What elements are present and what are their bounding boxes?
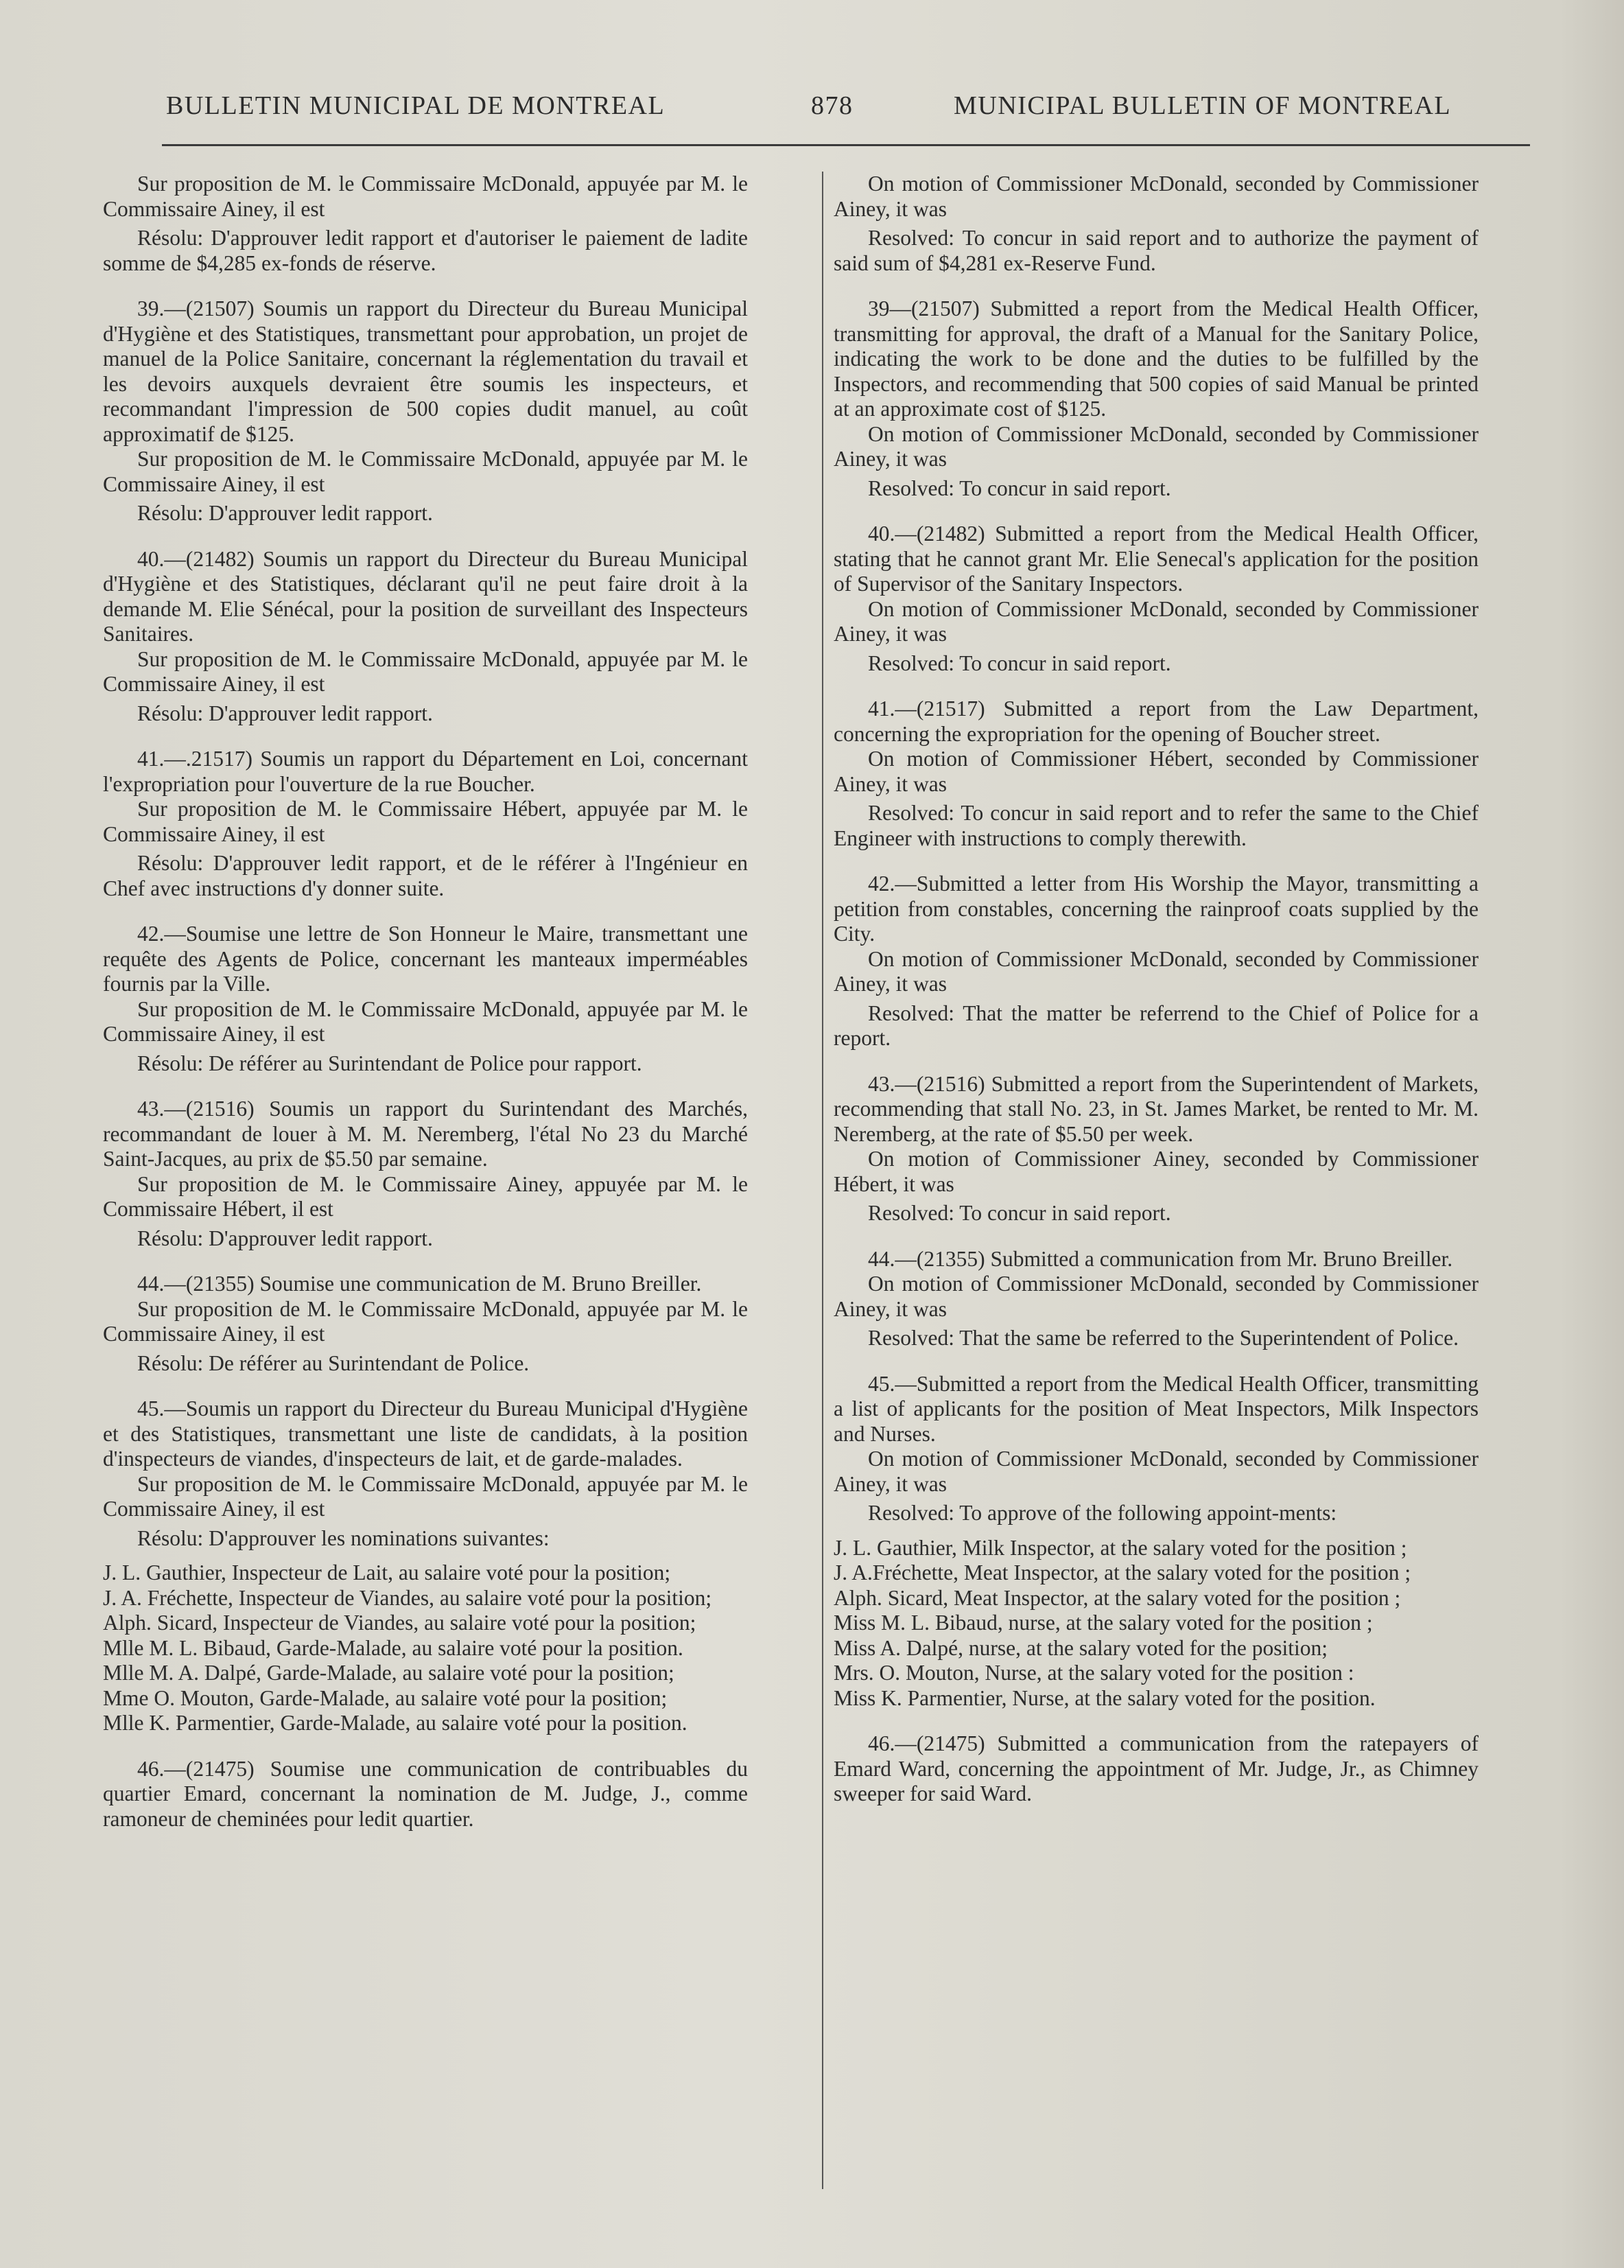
column-divider <box>822 172 823 2189</box>
paragraph: Sur proposition de M. le Commissaire McDonald, appuyée par M. le Commissaire Ainey, il est <box>103 172 748 221</box>
list-spacer <box>103 1551 748 1560</box>
paragraph: 41.—(21517) Submitted a report from the Law Department, concerning the expropriation for the opening of Boucher street. <box>834 697 1479 746</box>
paragraph-spacer <box>103 526 748 547</box>
paragraph: Sur proposition de M. le Commissaire Hébert, appuyée par M. le Commissaire Ainey, il est <box>103 797 748 846</box>
paragraph-spacer <box>834 1226 1479 1247</box>
paragraph-spacer <box>834 501 1479 522</box>
resolution-text: Resolved: To approve of the following appoint-ments: <box>868 1501 1337 1525</box>
english-column <box>834 172 1479 2196</box>
nomination-item: Mrs. O. Mouton, Nurse, at the salary voted for the position : <box>834 1661 1354 1685</box>
paragraph-spacer <box>103 1376 748 1396</box>
paragraph-spacer <box>103 1251 748 1272</box>
nomination-item: Alph. Sicard, Inspecteur de Viandes, au salaire voté pour la position; <box>103 1611 696 1635</box>
paragraph: On motion of Commissioner McDonald, seconded by Commissioner Ainey, it was <box>834 421 1479 471</box>
paragraph: Sur proposition de M. le Commissaire Ainey, appuyée par M. le Commissaire Hébert, il est <box>103 1171 748 1221</box>
nomination-item: Miss K. Parmentier, Nurse, at the salary voted for the position. <box>834 1685 1376 1710</box>
paragraph: 44.—(21355) Submitted a communication from Mr. Bruno Breiller. <box>868 1246 1453 1271</box>
resolution-text: Resolved: To concur in said report and to refer the same to the Chief Engineer with instructions to comply therewith. <box>834 801 1479 850</box>
nomination-item: J. A.Fréchette, Meat Inspector, at the salary voted for the position ; <box>834 1560 1411 1585</box>
paragraph: On motion of Commissioner Hébert, seconded by Commissioner Ainey, it was <box>834 747 1479 796</box>
paragraph: 41.—.21517) Soumis un rapport du Département en Loi, concernant l'expropriation pour l'ouverture de la rue Boucher. <box>103 747 748 796</box>
paragraph-spacer <box>103 1076 748 1097</box>
paragraph: On motion of Commissioner Ainey, seconded by Commissioner Hébert, it was <box>834 1147 1479 1196</box>
paragraph: 40.—(21482) Soumis un rapport du Directeur du Bureau Municipal d'Hygiène et des Statistiques, déclarant qu'il ne peut faire droit à la demande M. Elie Sénécal, pour la position de surveillant des Inspecteurs Sanitaires. <box>103 546 748 646</box>
resolution-text: Résolu: D'approuver ledit rapport. <box>137 1226 433 1250</box>
resolution-text: Résolu: D'approuver ledit rapport et d'autoriser le paiement de ladite somme de $4,285 ex-fonds de réserve. <box>103 226 748 275</box>
paragraph: Sur proposition de M. le Commissaire McDonald, appuyée par M. le Commissaire Ainey, il est <box>103 1296 748 1346</box>
paragraph-spacer <box>103 276 748 296</box>
french-column <box>103 172 748 2196</box>
paragraph: 43.—(21516) Soumis un rapport du Surintendant des Marchés, recommandant de louer à M. M. Neremberg, l'étal No 23 du Marché Saint-Jacques, au prix de $5.50 par semaine. <box>103 1097 748 1171</box>
resolution-text: Résolu: D'approuver ledit rapport, et de le référer à l'Ingénieur en Chef avec instructions d'y donner suite. <box>103 851 748 900</box>
header-english-title: MUNICIPAL BULLETIN OF MONTREAL <box>954 91 1452 120</box>
nomination-item: J. A. Fréchette, Inspecteur de Viandes, au salaire voté pour la position; <box>103 1585 712 1610</box>
resolution-text: Résolu: D'approuver les nominations suivantes: <box>137 1525 550 1550</box>
paragraph: Sur proposition de M. le Commissaire McDonald, appuyée par M. le Commissaire Ainey, il est <box>103 447 748 496</box>
paragraph-spacer <box>834 1051 1479 1072</box>
paragraph: 42.—Submitted a letter from His Worship the Mayor, transmitting a petition from constables, concerning the rainproof coats supplied by the City. <box>834 872 1479 946</box>
nomination-item: Mlle K. Parmentier, Garde-Malade, au salaire voté pour la position. <box>103 1711 687 1735</box>
nomination-item: Miss A. Dalpé, nurse, at the salary voted for the position; <box>834 1635 1328 1660</box>
nomination-item: Mlle M. L. Bibaud, Garde-Malade, au salaire voté pour la position. <box>103 1635 683 1660</box>
list-spacer <box>834 1526 1479 1536</box>
nomination-item: Mlle M. A. Dalpé, Garde-Malade, au salaire voté pour la position; <box>103 1661 674 1685</box>
paragraph: 40.—(21482) Submitted a report from the Medical Health Officer, stating that he cannot grant Mr. Elie Senecal's application for the position of Supervisor of the Sanitary Inspectors. <box>834 522 1479 596</box>
resolution-text: Resolved: To concur in said report. <box>868 651 1171 675</box>
paragraph: On motion of Commissioner McDonald, seconded by Commissioner Ainey, it was <box>834 1272 1479 1321</box>
resolution-text: Resolved: That the matter be referrend to the Chief of Police for a report. <box>834 1001 1479 1050</box>
resolution-text: Résolu: D'approuver ledit rapport. <box>137 501 433 525</box>
running-header <box>0 91 1624 132</box>
resolution-text: Resolved: To concur in said report and to authorize the payment of said sum of $4,281 ex-Reserve Fund. <box>834 226 1479 275</box>
paragraph-spacer <box>834 851 1479 872</box>
paragraph-spacer <box>103 726 748 747</box>
paragraph: 39—(21507) Submitted a report from the Medical Health Officer, transmitting for approval, the draft of a Manual for the Sanitary Police, indicating the work to be done and the duties to be fulfilled by the Inspectors, and recommending that 500 copies of said Manual be printed at an approximate cost of $125. <box>834 296 1479 421</box>
paragraph: 46.—(21475) Submitted a communication from the ratepayers of Emard Ward, concerning the appointment of Mr. Judge, Jr., as Chimney sweeper for said Ward. <box>834 1731 1479 1805</box>
resolution-text: Resolved: That the same be referred to the Superintendent of Police. <box>868 1326 1459 1350</box>
paragraph: 39.—(21507) Soumis un rapport du Directeur du Bureau Municipal d'Hygiène et des Statistiques, transmettant pour approbation, un projet de manuel de la Police Sanitaire, concernant la réglementation du travail et les devoirs auxquels devraient être soumis les inspecteurs, et recommandant l'impression de 500 copies dudit manuel, au coût approximatif de $125. <box>103 296 748 446</box>
header-french-title: BULLETIN MUNICIPAL DE MONTREAL <box>166 91 666 120</box>
nomination-item: Alph. Sicard, Meat Inspector, at the salary voted for the position ; <box>834 1585 1401 1610</box>
paragraph: On motion of Commissioner McDonald, seconded by Commissioner Ainey, it was <box>834 596 1479 646</box>
paragraph-spacer <box>834 1711 1479 1731</box>
resolution-text: Résolu: D'approuver ledit rapport. <box>137 701 433 725</box>
paragraph: On motion of Commissioner McDonald, seconded by Commissioner Ainey, it was <box>834 946 1479 996</box>
paragraph: Sur proposition de M. le Commissaire McDonald, appuyée par M. le Commissaire Ainey, il est <box>103 996 748 1046</box>
paragraph-spacer <box>103 1736 748 1757</box>
paragraph: 44.—(21355) Soumise une communication de M. Bruno Breiller. <box>137 1272 702 1296</box>
nomination-item: J. L. Gauthier, Milk Inspector, at the salary voted for the position ; <box>834 1535 1407 1560</box>
resolution-text: Résolu: De référer au Surintendant de Police. <box>137 1351 530 1375</box>
page-number: 878 <box>811 91 854 120</box>
paragraph: On motion of Commissioner McDonald, seconded by Commissioner Ainey, it was <box>834 1447 1479 1496</box>
paragraph: 42.—Soumise une lettre de Son Honneur le Maire, transmettant une requête des Agents de Police, concernant les manteaux imperméables fournis par la Ville. <box>103 922 748 996</box>
paragraph: 46.—(21475) Soumise une communication de contribuables du quartier Emard, concernant la nomination de M. Judge, J., comme ramoneur de cheminées pour ledit quartier. <box>103 1756 748 1831</box>
nomination-item: J. L. Gauthier, Inspecteur de Lait, au salaire voté pour la position; <box>103 1560 671 1585</box>
paragraph: Sur proposition de M. le Commissaire McDonald, appuyée par M. le Commissaire Ainey, il est <box>103 646 748 696</box>
paragraph-spacer <box>834 676 1479 697</box>
paragraph: 45.—Soumis un rapport du Directeur du Bureau Municipal d'Hygiène et des Statistiques, transmettant une liste de candidats, à la position d'inspecteurs de viandes, d'inspecteurs de lait, et de garde-malades. <box>103 1396 748 1471</box>
paragraph-spacer <box>103 901 748 922</box>
paragraph: On motion of Commissioner McDonald, seconded by Commissioner Ainey, it was <box>834 172 1479 221</box>
paragraph: 43.—(21516) Submitted a report from the Superintendent of Markets, recommending that stall No. 23, in St. James Market, be rented to Mr. M. Neremberg, at the rate of $5.50 per week. <box>834 1071 1479 1146</box>
paragraph: 45.—Submitted a report from the Medical Health Officer, transmitting a list of applicants for the position of Meat Inspectors, Milk Inspectors and Nurses. <box>834 1371 1479 1446</box>
paragraph-spacer <box>834 276 1479 296</box>
resolution-text: Resolved: To concur in said report. <box>868 476 1171 500</box>
resolution-text: Résolu: De référer au Surintendant de Police pour rapport. <box>137 1051 642 1075</box>
nomination-item: Miss M. L. Bibaud, nurse, at the salary voted for the position ; <box>834 1611 1373 1635</box>
header-rule <box>162 144 1530 146</box>
resolution-text: Resolved: To concur in said report. <box>868 1201 1171 1225</box>
paragraph-spacer <box>834 1351 1479 1372</box>
nomination-item: Mme O. Mouton, Garde-Malade, au salaire voté pour la position; <box>103 1685 668 1710</box>
paragraph: Sur proposition de M. le Commissaire McDonald, appuyée par M. le Commissaire Ainey, il est <box>103 1471 748 1521</box>
